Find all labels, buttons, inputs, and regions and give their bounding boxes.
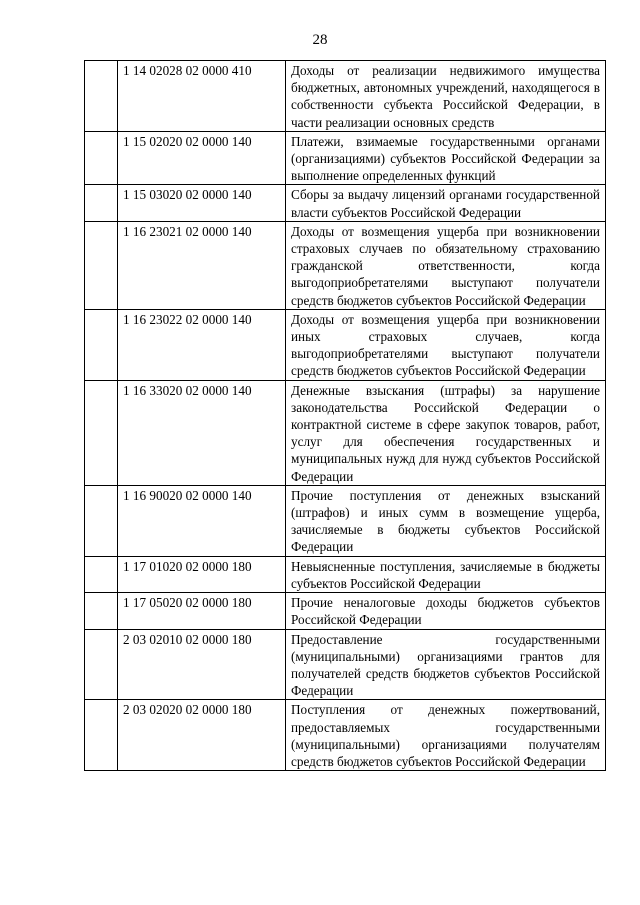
budget-code-cell: 1 16 23022 02 0000 140 <box>118 309 286 380</box>
table-row <box>85 221 606 309</box>
empty-cell <box>85 185 118 221</box>
revenue-description-cell: Предоставление государственными (муниципальными) организациями грантов для получателей средств бюджетов субъектов Российской Федерации <box>286 629 606 700</box>
budget-code-cell: 1 15 02020 02 0000 140 <box>118 131 286 185</box>
revenue-description-cell: Доходы от возмещения ущерба при возникновении страховых случаев по обязательному страхованию гражданской ответственности, когда выгодоприобретателями выступают получатели средств бюджетов субъектов Российской Федерации <box>286 221 606 309</box>
empty-cell <box>85 61 118 132</box>
table-row <box>85 309 606 380</box>
empty-cell <box>85 556 118 592</box>
revenue-description-cell: Прочие неналоговые доходы бюджетов субъектов Российской Федерации <box>286 593 606 629</box>
empty-cell <box>85 131 118 185</box>
page-number: 28 <box>312 32 328 48</box>
revenue-description-cell: Платежи, взимаемые государственными органами (организациями) субъектов Российской Федерации за выполнение определенных функций <box>286 131 606 185</box>
revenue-description-cell: Прочие поступления от денежных взысканий (штрафов) и иных сумм в возмещение ущерба, зачисляемые в бюджеты субъектов Российской Федерации <box>286 485 606 556</box>
empty-cell <box>85 629 118 700</box>
budget-code-cell: 2 03 02020 02 0000 180 <box>118 700 286 771</box>
table-row <box>85 380 606 485</box>
revenue-description-cell: Невыясненные поступления, зачисляемые в бюджеты субъектов Российской Федерации <box>286 556 606 592</box>
table-row <box>85 556 606 592</box>
empty-cell <box>85 221 118 309</box>
empty-cell <box>85 700 118 771</box>
budget-code-cell: 1 15 03020 02 0000 140 <box>118 185 286 221</box>
empty-cell <box>85 309 118 380</box>
revenue-classification-table <box>84 60 606 771</box>
budget-code-cell: 1 17 01020 02 0000 180 <box>118 556 286 592</box>
revenue-description-cell: Сборы за выдачу лицензий органами государственной власти субъектов Российской Федерации <box>286 185 606 221</box>
budget-code-cell: 2 03 02010 02 0000 180 <box>118 629 286 700</box>
budget-code-cell: 1 16 23021 02 0000 140 <box>118 221 286 309</box>
table-row <box>85 700 606 771</box>
empty-cell <box>85 485 118 556</box>
table-row <box>85 593 606 629</box>
table-row <box>85 61 606 132</box>
table-row <box>85 485 606 556</box>
budget-code-cell: 1 16 90020 02 0000 140 <box>118 485 286 556</box>
table-row <box>85 131 606 185</box>
table-row <box>85 629 606 700</box>
empty-cell <box>85 380 118 485</box>
revenue-description-cell: Доходы от реализации недвижимого имущества бюджетных, автономных учреждений, находящегося в собственности субъекта Российской Федерации, в части реализации основных средств <box>286 61 606 132</box>
revenue-description-cell: Доходы от возмещения ущерба при возникновении иных страховых случаев, когда выгодоприобретателями выступают получатели средств бюджетов субъектов Российской Федерации <box>286 309 606 380</box>
budget-code-cell: 1 16 33020 02 0000 140 <box>118 380 286 485</box>
empty-cell <box>85 593 118 629</box>
budget-code-cell: 1 17 05020 02 0000 180 <box>118 593 286 629</box>
revenue-description-cell: Денежные взыскания (штрафы) за нарушение законодательства Российской Федерации о контрактной системе в сфере закупок товаров, работ, услуг для обеспечения государственных и муниципальных нужд для нужд субъектов Российской Федерации <box>286 380 606 485</box>
budget-code-cell: 1 14 02028 02 0000 410 <box>118 61 286 132</box>
revenue-description-cell: Поступления от денежных пожертвований, предоставляемых государственными (муниципальными) организациями получателям средств бюджетов субъектов Российской Федерации <box>286 700 606 771</box>
table-row <box>85 185 606 221</box>
